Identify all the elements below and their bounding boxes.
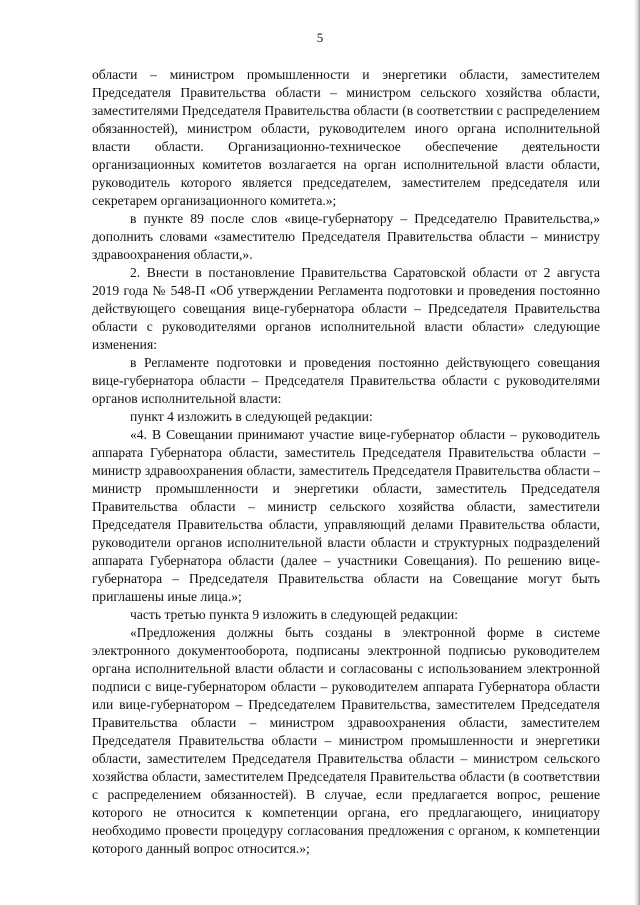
paragraph-section-2-amendment: 2. Внести в постановление Правительства Саратовской области от 2 августа 2019 года № 548-П «Об утверждении Регламента подготовки и проведения постоянно действующего совещания вице-губернатора области – Председателя Правительства области с руководителями органов исполнительной власти области» следующие изменения: [92,265,600,352]
paragraph-organizing-committees: области – министром промышленности и энергетики области, заместителем Председателя Правительства области – министром сельского хозяйства области, заместителями Председателя Правительства области (в соответствии с распределением обязанностей), министром области, руководителем иного органа исполнительной власти области. Организационно-техническое обеспечение деятельности организационных комитетов возлагается на орган исполнительной власти области, руководитель которого является председателем, заместителем председателя или секретарем организационного комитета.»; [92,67,600,208]
paragraph-point-4-heading: пункт 4 изложить в следующей редакции: [130,409,373,424]
paragraph-point-9-text: «Предложения должны быть созданы в электронной форме в системе электронного документооборота, подписаны электронной подписью руководителем органа исполнительной власти области и согласованы с использованием электронной подписи с вице-губернатором области – руководителем аппарата Губернатора области или вице-губернатором – Председателем Правительства, заместителем Председателя Правительства области – министром здравоохранения области, заместителем Председателя Правительства области – министром промышленности и энергетики области, заместителем Председателя Правительства области – министром сельского хозяйства области, заместителем Председателя Правительства области (в соответствии с распределением обязанностей). В случае, если предлагается вопрос, решение которого не относится к компетенции органа, его предлагающего, инициатору необходимо провести процедуру согласования предложения с органом, к компетенции которого данный вопрос относится.»; [92,625,600,856]
paragraph-point-9-heading: часть третью пункта 9 изложить в следующей редакции: [130,607,459,622]
paragraph-point-4-text: «4. В Совещании принимают участие вице-губернатор области – руководитель аппарата Губернатора области, заместитель Председателя Правительства области – министр здравоохранения области, заместитель Председателя Правительства области – министр промышленности и энергетики области, заместитель Председателя Правительства области – министр сельского хозяйства области, заместители Председателя Правительства области, управляющий делами Правительства области, руководители органов исполнительной власти области и структурных подразделений аппарата Губернатора области (далее – участники Совещания). По решению вице-губернатора – Председателя Правительства области на Совещание могут быть приглашены иные лица.»; [92,427,600,604]
page-number: 5 [316,30,324,45]
document-body [92,66,600,858]
paragraph-point-89-amendment: в пункте 89 после слов «вице-губернатору – Председателю Правительства,» дополнить словами «заместителю Председателя Правительства области – министру здравоохранения области,». [92,211,600,262]
paragraph-regulation-intro: в Регламенте подготовки и проведения постоянно действующего совещания вице-губернатора области – Председателя Правительства области с руководителями органов исполнительной власти: [92,355,600,406]
scan-edge-shadow [634,0,640,905]
